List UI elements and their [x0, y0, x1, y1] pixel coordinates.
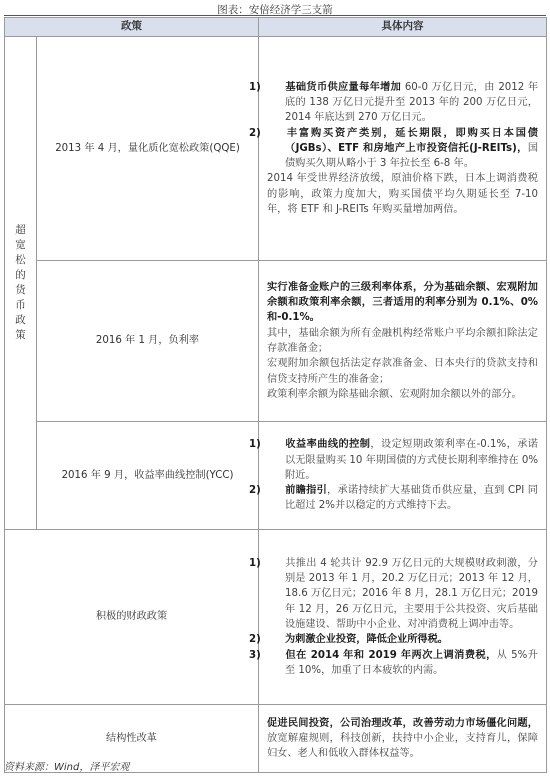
policy-fiscal: 积极的财政政策 — [5, 530, 259, 705]
structural-point-1-bold: 促进民间投资，公司治理改革，改善劳动力市场僵化问题， — [267, 717, 538, 729]
policy-structural: 结构性改革 — [5, 705, 259, 773]
content-qqe — [249, 37, 547, 261]
fiscal-point-1-text: 共推出 4 轮共计 92.9 万亿日元的大规模财政刺激，分别是 2013 年 1 月，20.2 万亿日元；2013 年 12 月，18.6 万亿日元；2016 年 8 月，28.1 万亿日元；2019 年 12 月，26 万亿日元，主要用于公共投资、灾后基础设施建设、帮助中小企业、对冲消费税上调冲击等。 — [285, 557, 538, 630]
structural-point-1-text: 放宽解雇规则，科技创新，扶持中小企业，支持育儿，保障妇女、老人和低收入群体权益等。 — [267, 732, 538, 760]
policy-table — [4, 17, 547, 773]
nirp-point-4: 政策利率余额为除基础余额、宏观附加余额以外的部分。 — [267, 388, 522, 400]
content-structural — [259, 705, 547, 773]
ycc-point-2-num: 2) — [249, 485, 261, 497]
header-policy: 政策 — [5, 18, 259, 37]
content-nirp — [259, 261, 547, 422]
ycc-point-2-text: ，承诺持续扩大基础货币供应量，直到 CPI 同比超过 2%并以稳定的方式维持下去。 — [285, 485, 538, 512]
content-ycc — [249, 422, 547, 530]
structural-point-1 — [267, 716, 538, 762]
fiscal-point-2 — [249, 632, 538, 647]
ycc-point-1-bold: 收益率曲线的控制 — [285, 439, 371, 451]
ycc-point-1 — [249, 437, 538, 483]
table-row-nirp — [5, 261, 547, 422]
table-row-qqe — [5, 37, 547, 261]
qqe-point-1-bold: 基础货币供应量每年增加 — [285, 81, 402, 93]
fiscal-point-3-text: 从 5%升至 10%，加重了日本疲软的内需。 — [285, 649, 538, 676]
fiscal-point-3 — [249, 648, 538, 679]
nirp-point-2: 其中，基础余额为所有金融机构经常账户平均余额扣除法定存款准备金； — [267, 327, 538, 354]
nirp-point-1: 实行准备金账户的三级利率体系，分为基础余额、宏观附加余额和政策利率余额，三者适用的利率分别为 0.1%、0%和-0.1%。 — [267, 281, 538, 324]
fiscal-point-3-num: 3) — [249, 649, 261, 661]
ycc-point-1-text: ，设定短期政策利率在-0.1%，承诺以无限量购买 10 年期国债的方式使长期利率维持在 0%附近。 — [285, 439, 538, 481]
qqe-point-1-text: 60-0 万亿日元，由 2012 年底的 138 万亿日元提升至 2013 年的 200 万亿日元，2014 年底达到 270 万亿日元。 — [285, 81, 539, 124]
top-rule — [4, 15, 546, 16]
qqe-point-1 — [249, 80, 539, 126]
category-loose-monetary — [5, 37, 37, 530]
fiscal-point-1-num: 1) — [249, 557, 261, 569]
table-row-ycc — [5, 422, 547, 530]
table-row-fiscal — [5, 530, 547, 705]
ycc-point-1-num: 1) — [249, 439, 261, 451]
fiscal-point-2-bold: 为刺激企业投资，降低企业所得税。 — [285, 634, 448, 646]
category-loose-label: 超宽松的货币政策 — [15, 223, 26, 341]
content-fiscal — [249, 530, 547, 705]
fiscal-point-2-num: 2) — [249, 634, 261, 646]
qqe-point-1-num: 1) — [249, 81, 261, 93]
policy-qqe: 2013 年 4 月，量化质化宽松政策(QQE) — [37, 37, 259, 261]
qqe-point-2-num: 2) — [249, 127, 261, 139]
header-content: 具体内容 — [259, 18, 547, 37]
source-note: 资料来源：Wind，泽平宏观 — [4, 762, 130, 773]
figure-caption: 图表：安倍经济学三支箭 — [217, 4, 333, 16]
fiscal-point-3-bold: 但在 2014 年和 2019 年两次上调消费税， — [285, 649, 497, 661]
fiscal-point-1 — [249, 556, 538, 632]
ycc-point-2 — [249, 483, 538, 514]
policy-nirp: 2016 年 1 月，负利率 — [37, 261, 259, 422]
qqe-point-2 — [249, 126, 538, 172]
policy-ycc: 2016 年 9 月，收益率曲线控制(YCC) — [37, 422, 259, 530]
qqe-point-2-text: 国债购买久期从略小于 3 年拉长至 6-8 年。 — [285, 142, 538, 170]
table-header-row — [5, 18, 547, 37]
nirp-point-3: 宏观附加余额包括法定存款准备金、日本央行的贷款支持和信贷支持所产生的准备金； — [267, 358, 538, 385]
qqe-point-3: 2014 年受世界经济放缓，原油价格下跌，日本上调消费税的影响，政策力度加大，购买国债平均久期延长至 7-10 年，将 ETF 和 J-REITs 年购买量增加两倍。 — [267, 173, 538, 216]
ycc-point-2-bold: 前瞻指引 — [285, 485, 328, 497]
qqe-point-2-bold: 丰富购买资产类别，延长期限，即购买日本国债（JGBs）、ETF 和房地产上市投资信托(J-REITs)， — [285, 127, 538, 154]
